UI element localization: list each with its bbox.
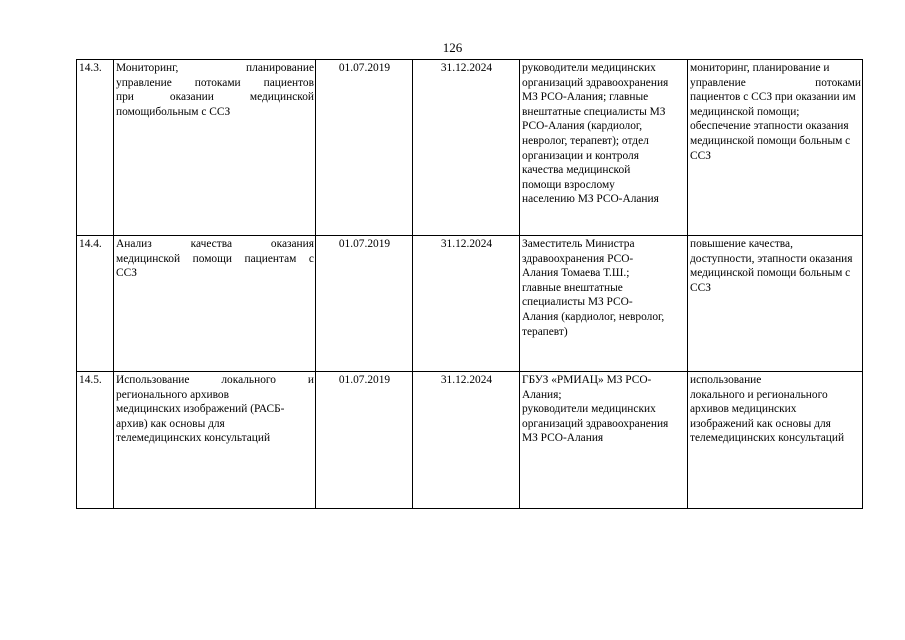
cell-text-line: главные внештатные <box>522 281 623 294</box>
activity-name <box>114 236 316 372</box>
activity-name <box>114 372 316 509</box>
cell-text-line: помощибольным с ССЗ <box>116 105 231 118</box>
cell-text-line: Использование локального и <box>116 374 314 386</box>
table-row <box>77 236 863 372</box>
cell-text-line: Анализ качества оказания <box>116 238 314 250</box>
cell-text-line: медицинской помощи больным с <box>690 267 851 280</box>
cell-text-line: обеспечение этапности оказания <box>690 120 849 133</box>
end-date: 31.12.2024 <box>413 372 520 509</box>
cell-text-line: руководители медицинских <box>522 62 656 74</box>
item-number: 14.5. <box>77 372 114 509</box>
cell-text-line: архивов медицинских <box>690 403 797 416</box>
cell-text-line: управление потоками <box>690 76 861 89</box>
cell-text-line: МЗ РСО-Алания; главные <box>522 91 649 104</box>
end-date: 31.12.2024 <box>413 236 520 372</box>
cell-text-line: помощи взрослому <box>522 178 615 191</box>
cell-text-line: Мониторинг, планирование <box>116 62 314 74</box>
cell-text-line: руководители медицинских <box>522 403 656 416</box>
responsible <box>520 372 688 509</box>
cell-text-line: использование <box>690 374 762 386</box>
expected-result <box>688 60 863 236</box>
cell-text-line: ГБУЗ «РМИАЦ» МЗ РСО- <box>522 374 652 386</box>
cell-text-line: ССЗ <box>690 281 711 294</box>
cell-text-line: пациентов с ССЗ при оказании им <box>690 91 856 104</box>
cell-text-line: медицинской помощи больным с <box>690 134 851 147</box>
cell-text-line: медицинских изображений (РАСБ- <box>116 403 285 416</box>
cell-text-line: повышение качества, <box>690 238 793 250</box>
cell-text-line: ССЗ <box>690 149 711 162</box>
cell-text-line: изображений как основы для <box>690 417 831 430</box>
cell-text-line: Алания; <box>522 388 562 401</box>
cell-text-line: телемедицинских консультаций <box>690 432 845 445</box>
cell-text-line: управление потоками пациентов <box>116 76 314 89</box>
table-row <box>77 372 863 509</box>
cell-text-line: организации и контроля <box>522 149 639 162</box>
expected-result <box>688 372 863 509</box>
item-number: 14.4. <box>77 236 114 372</box>
cell-text-line: Алания Томаева Т.Ш.; <box>522 267 630 280</box>
cell-text-line: внештатные специалисты МЗ <box>522 105 666 118</box>
activity-name <box>114 60 316 236</box>
cell-text-line: РСО-Алания (кардиолог, <box>522 120 643 133</box>
responsible <box>520 60 688 236</box>
cell-text-line: невролог, терапевт); отдел <box>522 134 649 147</box>
cell-text-line: при оказании медицинской <box>116 91 314 104</box>
table-row <box>77 60 863 236</box>
item-number: 14.3. <box>77 60 114 236</box>
cell-text-line: Алания (кардиолог, невролог, <box>522 310 665 323</box>
cell-text-line: специалисты МЗ РСО- <box>522 296 633 309</box>
cell-text-line: МЗ РСО-Алания <box>522 432 604 445</box>
cell-text-line: локального и регионального <box>690 388 828 401</box>
cell-text-line: мониторинг, планирование и <box>690 62 830 74</box>
cell-text-line: терапевт) <box>522 325 568 338</box>
start-date: 01.07.2019 <box>316 236 413 372</box>
end-date: 31.12.2024 <box>413 60 520 236</box>
cell-text-line: населению МЗ РСО-Алания <box>522 193 659 206</box>
responsible <box>520 236 688 372</box>
start-date: 01.07.2019 <box>316 372 413 509</box>
cell-text-line: телемедицинских консультаций <box>116 432 271 445</box>
page-number: 126 <box>442 40 463 55</box>
activities-table <box>76 59 863 509</box>
cell-text-line: организаций здравоохранения <box>522 76 669 89</box>
cell-text-line: ССЗ <box>116 267 137 280</box>
cell-text-line: Заместитель Министра <box>522 238 635 250</box>
cell-text-line: доступности, этапности оказания <box>690 252 853 265</box>
cell-text-line: медицинской помощи пациентам с <box>116 252 314 265</box>
start-date: 01.07.2019 <box>316 60 413 236</box>
cell-text-line: архив) как основы для <box>116 417 225 430</box>
cell-text-line: качества медицинской <box>522 164 631 177</box>
cell-text-line: медицинской помощи; <box>690 105 800 118</box>
expected-result <box>688 236 863 372</box>
cell-text-line: организаций здравоохранения <box>522 417 669 430</box>
cell-text-line: регионального архивов <box>116 388 229 401</box>
cell-text-line: здравоохранения РСО- <box>522 252 634 265</box>
